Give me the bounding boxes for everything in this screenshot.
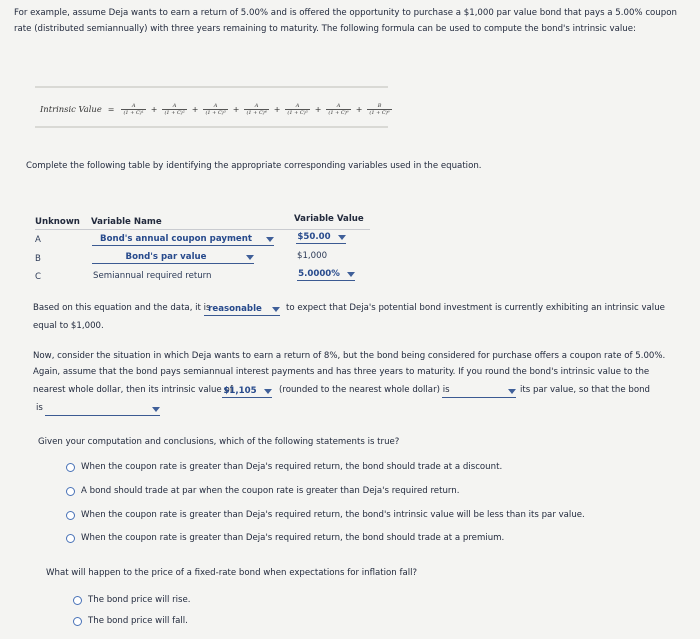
caret-down-icon [246, 255, 254, 260]
q1-question: Given your computation and conclusions, which of the following statements is true? [38, 437, 400, 447]
term-denominator: (1 + C)⁶ [369, 109, 390, 116]
term-numerator: A [172, 102, 177, 109]
now-line-4: is [36, 403, 43, 413]
reasonable-dropdown[interactable] [204, 303, 280, 316]
term-denominator: (1 + C)⁵ [287, 109, 308, 116]
term-numerator: A [254, 102, 259, 109]
formula-plus: + [273, 104, 281, 114]
row-c-unknown: C [35, 272, 42, 282]
dropdown-value: $1,105 [223, 386, 257, 396]
comparison-dropdown[interactable] [442, 385, 516, 398]
q2-option-1-label[interactable]: The bond price will rise. [88, 595, 191, 605]
based-line-1 [33, 300, 211, 316]
dropdown-value: reasonable [208, 304, 262, 314]
formula-label: Intrinsic Value [40, 104, 102, 114]
q1-option-1-label[interactable]: When the coupon rate is greater than Deja's required return, the bond should trade at a discount. [81, 462, 503, 472]
term-numerator: A [213, 102, 218, 109]
formula-term-3 [203, 103, 227, 116]
q2-question: What will happen to the price of a fixed-rate bond when expectations for inflation fall? [46, 568, 418, 578]
dropdown-value: Bond's annual coupon payment [100, 234, 252, 244]
term-numerator: A [295, 102, 300, 109]
formula-term-4 [244, 103, 268, 116]
formula-plus: + [191, 104, 199, 114]
q1-option-4-radio[interactable] [66, 534, 75, 543]
term-denominator: (1 + C)⁴ [246, 109, 267, 116]
formula-term-5 [285, 103, 309, 116]
formula-bottom-rule [35, 126, 388, 128]
formula-plus: + [355, 104, 363, 114]
term-denominator: (1 + C)⁶ [328, 109, 349, 116]
row-b-unknown: B [35, 254, 41, 264]
formula-plus: + [232, 104, 240, 114]
header-variable-value: Variable Value [294, 214, 364, 224]
q1-option-2-label[interactable]: A bond should trade at par when the coupon rate is greater than Deja's required return. [81, 486, 460, 496]
formula-term-1 [121, 103, 145, 116]
dropdown-value: 5.0000% [298, 269, 340, 279]
now-line-3b: (rounded to the nearest whole dollar) is [279, 385, 450, 395]
header-unknown: Unknown [35, 217, 80, 227]
q1-option-4-label[interactable]: When the coupon rate is greater than Deja's required return, the bond should trade at a premium. [81, 533, 505, 543]
now-line-1: Now, consider the situation in which Deja wants to earn a return of 8%, but the bond being considered for purchase offers a coupon rate of 5.00%. [33, 351, 666, 361]
q2-option-1-radio[interactable] [73, 596, 82, 605]
term-numerator: B [377, 102, 382, 109]
intrinsic-value-dropdown[interactable] [222, 385, 272, 398]
table-instruction: Complete the following table by identifying the appropriate corresponding variables used in the equation. [26, 161, 482, 171]
now-line-2: Again, assume that the bond pays semiannual interest payments and has three years to maturity. If you round the bond's intrinsic value to the [33, 367, 650, 377]
q2-option-2-radio[interactable] [73, 617, 82, 626]
formula-term-6 [326, 103, 350, 116]
dropdown-value: Bond's par value [125, 252, 207, 262]
formula-term-2 [162, 103, 186, 116]
caret-down-icon [264, 389, 272, 394]
intrinsic-value-formula [40, 98, 393, 120]
row-c-name: Semiannual required return [93, 271, 212, 281]
caret-down-icon [266, 237, 274, 242]
based-suffix-2: equal to $1,000. [33, 321, 104, 331]
based-suffix-1: to expect that Deja's potential bond investment is currently exhibiting an intrinsic value [286, 303, 665, 313]
q1-option-2-radio[interactable] [66, 487, 75, 496]
row-b-name-dropdown[interactable] [92, 251, 254, 264]
table-header-rule [35, 229, 370, 230]
caret-down-icon [152, 407, 160, 412]
caret-down-icon [508, 389, 516, 394]
q2-option-2-label[interactable]: The bond price will fall. [88, 616, 188, 626]
header-variable-name: Variable Name [91, 217, 162, 227]
row-c-value-dropdown[interactable] [297, 268, 355, 281]
now-line-3a: nearest whole dollar, then its intrinsic value of [33, 385, 233, 395]
formula-plus: + [150, 104, 158, 114]
formula-equals: = [107, 104, 115, 114]
row-b-value: $1,000 [297, 251, 328, 261]
row-a-unknown: A [35, 235, 41, 245]
formula-top-rule [35, 86, 388, 88]
intro-paragraph: For example, assume Deja wants to earn a return of 5.00% and is offered the opportunity to purchase a $1,000 par value bond that pays a 5.00% coupon rate (distributed semiannually) with three years remaining to maturity. The following formula can be used to compute the bond's intrinsic value: [14, 8, 677, 34]
q1-option-1-radio[interactable] [66, 463, 75, 472]
trade-dropdown[interactable] [45, 403, 160, 416]
caret-down-icon [347, 272, 355, 277]
now-line-3c: its par value, so that the bond [520, 385, 650, 395]
q1-option-3-radio[interactable] [66, 511, 75, 520]
caret-down-icon [338, 235, 346, 240]
term-denominator: (1 + C)³ [205, 109, 226, 116]
q1-option-3-label[interactable]: When the coupon rate is greater than Deja's required return, the bond's intrinsic value will be less than its par value. [81, 510, 585, 520]
row-a-value-dropdown[interactable] [296, 231, 346, 244]
formula-plus: + [314, 104, 322, 114]
caret-down-icon [272, 307, 280, 312]
term-denominator: (1 + C)² [164, 109, 185, 116]
dropdown-value: $50.00 [297, 232, 331, 242]
based-prefix: Based on this equation and the data, it is [33, 303, 211, 313]
row-a-name-dropdown[interactable] [92, 233, 274, 246]
term-numerator: A [336, 102, 341, 109]
term-denominator: (1 + C)¹ [123, 109, 144, 116]
term-numerator: A [131, 102, 136, 109]
formula-term-par [367, 103, 391, 116]
